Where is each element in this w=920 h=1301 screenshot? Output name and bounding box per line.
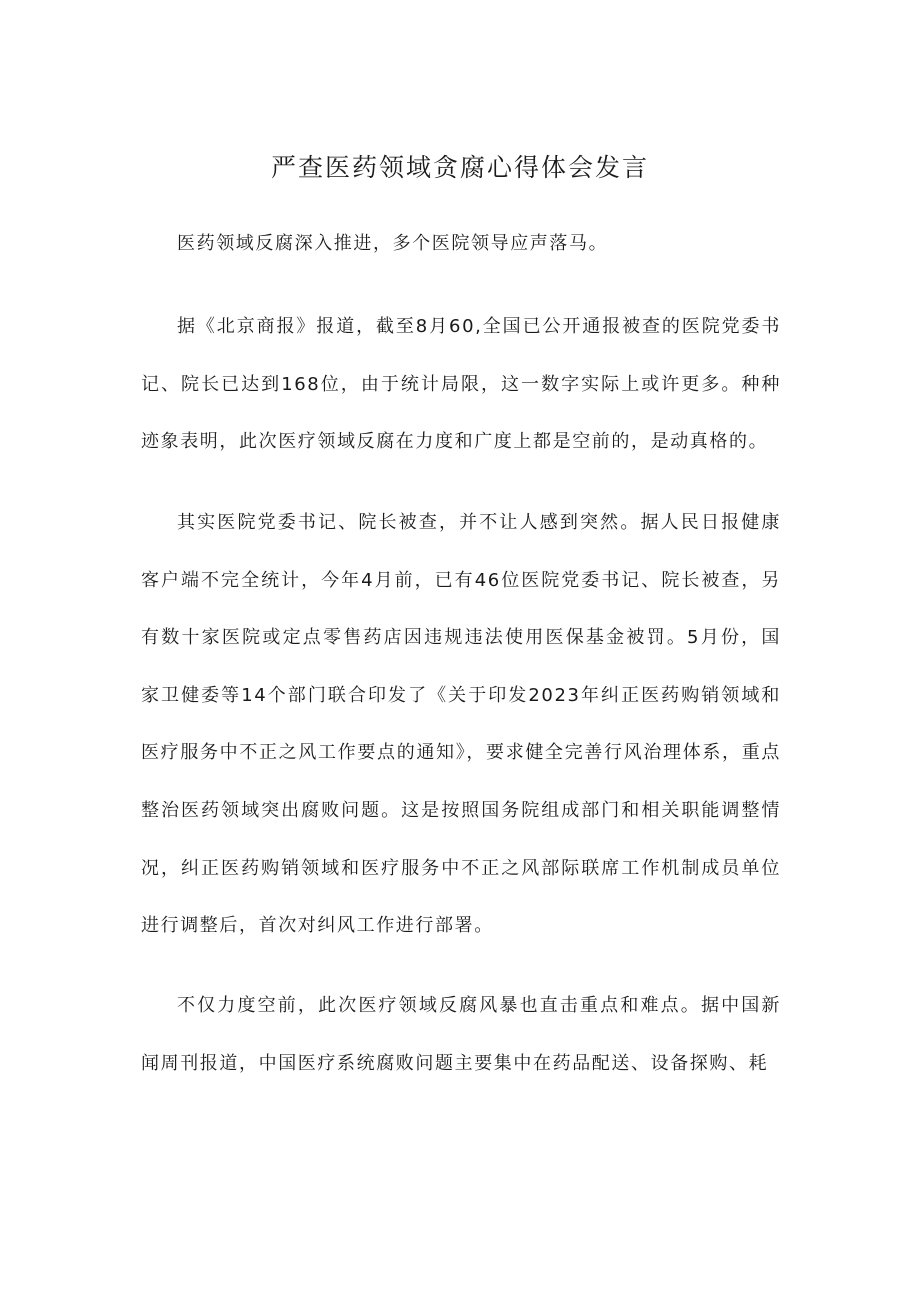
paragraph-1: 医药领域反腐深入推进，多个医院领导应声落马。 (177, 233, 609, 254)
paragraph-3: 其实医院党委书记、院长被查，并不让人感到突然。据人民日报健康客户端不完全统计，今年4月前，已有46位医院党委书记、院长被查，另有数十家医院或定点零售药店因违规违法使用医保基金被罚。5月份，国家卫健委等14个部门联合印发了《关于印发2023年纠正医药购销领域和医疗服务中不正之风工作要点的通知》，要求健全完善行风治理体系，重点整治医药领域突出腐败问题。这是按照国务院组成部门和相关职能调整情况，纠正医药购销领域和医疗服务中不正之风部际联席工作机制成员单位进行调整后，首次对纠风工作进行部署。 (141, 512, 781, 937)
paragraph-4: 不仅力度空前，此次医疗领域反腐风暴也直击重点和难点。据中国新闻周刊报道，中国医疗系统腐败问题主要集中在药品配送、设备探购、耗 (141, 995, 781, 1074)
paragraph-2: 据《北京商报》报道，截至8月60,全国已公开通报被查的医院党委书记、院长已达到168位，由于统计局限，这一数字实际上或许更多。种种迹象表明，此次医疗领域反腐在力度和广度上都是空前的，是动真格的。 (141, 316, 781, 453)
document-title: 严查医药领域贪腐心得体会发言 (270, 153, 649, 182)
